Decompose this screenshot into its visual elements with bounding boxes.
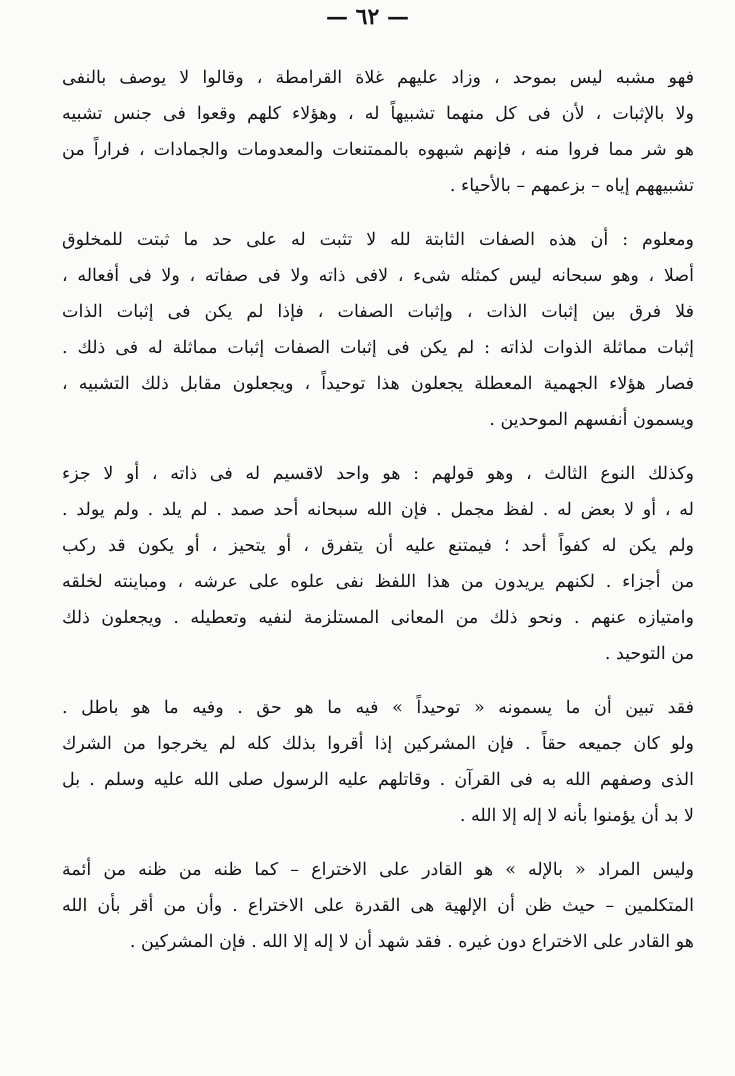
- paragraph-gap: [62, 834, 694, 852]
- paragraph-gap: [62, 204, 694, 222]
- text-line: ولا بالإثبات ، لأن فى كل منهما تشبيهاً له ، وهؤلاء كلهم وقعوا فى جنس تشبيه: [62, 104, 694, 124]
- paragraph-gap: [62, 438, 694, 456]
- text-line: فهو مشبه ليس بموحد ، وزاد عليهم غلاة القرامطة ، وقالوا لا يوصف بالنفى: [62, 68, 694, 88]
- text-line: من أجزاء . لكنهم يريدون من هذا اللفظ نفى علوه على عرشه ، ومباينته لخلقه: [62, 572, 694, 592]
- paragraph-gap: [62, 672, 694, 690]
- text-line: أصلا ، وهو سبحانه ليس كمثله شىء ، لافى ذاته ولا فى صفاته ، ولا فى أفعاله ،: [62, 266, 694, 286]
- text-line: فقد تبين أن ما يسمونه « توحيداً » فيه ما هو حق . وفيه ما هو باطل .: [62, 698, 694, 718]
- text-line: لا بد أن يؤمنوا بأنه لا إله إلا الله .: [459, 806, 694, 826]
- text-line: هو القادر على الاختراع دون غيره . فقد شهد أن لا إله إلا الله . فإن المشركين .: [129, 932, 694, 952]
- page-number: — ٦٢ —: [326, 4, 409, 30]
- text-line: ويسمون أنفسهم الموحدين .: [489, 410, 694, 430]
- text-line: فلا فرق بين إثبات الذات ، وإثبات الصفات ، فإذا لم يكن فى إثبات الذات: [62, 302, 694, 322]
- text-line: فصار هؤلاء الجهمية المعطلة يجعلون هذا توحيداً ، ويجعلون مقابل ذلك التشبيه ،: [62, 374, 694, 394]
- text-line: ولم يكن له كفواً أحد ؛ فيمتنع عليه أن يتفرق ، أو يتحيز ، أو يكون قد ركب: [62, 536, 694, 556]
- text-line: إثبات مماثلة الذوات لذاته : لم يكن فى إثبات الصفات إثبات مماثلة له فى ذلك .: [62, 338, 694, 358]
- text-line: الذى وصفهم الله به فى القرآن . وقاتلهم عليه الرسول صلى الله عليه وسلم . بل: [62, 770, 694, 790]
- text-line: هو شر مما فروا منه ، فإنهم شبهوه بالممتنعات والمعدومات والجمادات ، فراراً من: [62, 140, 694, 160]
- text-line: ومعلوم : أن هذه الصفات الثابتة لله لا تثبت له على حد ما ثبتت للمخلوق: [62, 230, 694, 250]
- text-line: تشبيههم إياه – بزعمهم – بالأحياء .: [449, 176, 694, 196]
- text-line: وامتيازه عنهم . ونحو ذلك من المعانى المستلزمة لنفيه وتعطيله . ويجعلون ذلك: [62, 608, 694, 628]
- text-line: وليس المراد « بالإله » هو القادر على الاختراع – كما ظنه من ظنه من أئمة: [62, 860, 694, 880]
- text-line: له ، أو لا بعض له . لفظ مجمل . فإن الله سبحانه أحد صمد . لم يلد . ولم يولد .: [62, 500, 694, 520]
- text-line: المتكلمين – حيث ظن أن الإلهية هى القدرة على الاختراع . وأن من أقر بأن الله: [62, 896, 694, 916]
- text-line: وكذلك النوع الثالث ، وهو قولهم : هو واحد لاقسيم له فى ذاته ، أو لا جزء: [62, 464, 694, 484]
- body-text: [62, 60, 694, 960]
- text-line: من التوحيد .: [604, 644, 694, 664]
- text-line: ولو كان جميعه حقاً . فإن المشركين إذا أقروا بذلك كله لم يخرجوا من الشرك: [62, 734, 694, 754]
